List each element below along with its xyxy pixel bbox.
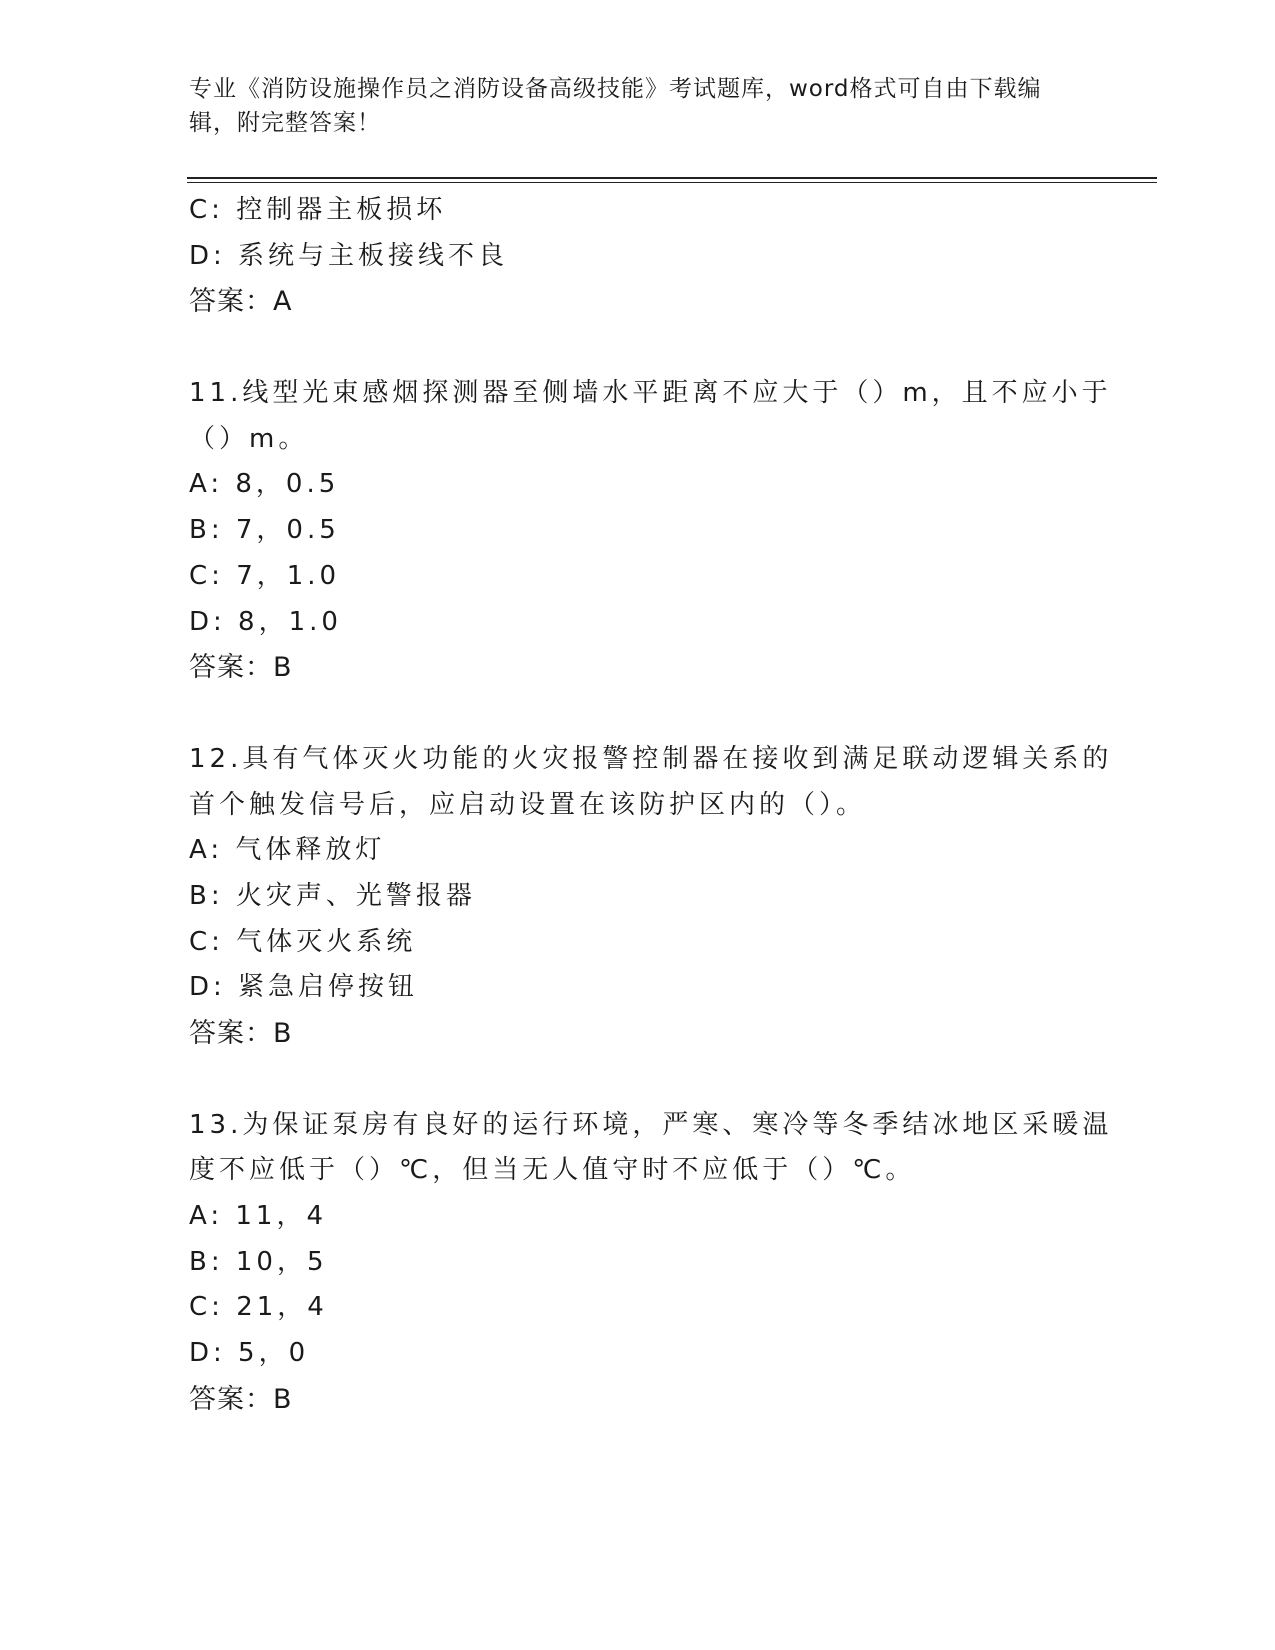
option-label: D: (189, 606, 226, 637)
option-b (189, 874, 1149, 920)
option-label: B: (189, 1246, 224, 1277)
option-text: 21，4 (236, 1292, 328, 1323)
option-text: 系统与主板接线不良 (238, 240, 509, 271)
spacer (189, 1057, 1149, 1103)
option-label: C: (189, 1292, 224, 1323)
option-text: 7，1.0 (236, 560, 341, 591)
option-label: A: (189, 1201, 224, 1232)
question-list (189, 188, 1149, 1423)
option-c (189, 188, 1149, 234)
option-text: 紧急启停按钮 (238, 972, 419, 1003)
question-stem-line: 首个触发信号后，应启动设置在该防护区内的（）。 (189, 789, 867, 820)
option-label: B: (189, 880, 224, 911)
option-c (189, 920, 1149, 966)
spacer (189, 691, 1149, 737)
option-label: C: (189, 195, 224, 225)
option-d (189, 600, 1149, 646)
option-text: 10，5 (235, 1246, 328, 1277)
option-text: 气体释放灯 (235, 835, 386, 866)
option-label: D: (189, 240, 226, 271)
header-rule-thick (187, 177, 1157, 179)
option-text: 11，4 (235, 1201, 327, 1232)
header-rule-thin (187, 182, 1157, 183)
option-text: 控制器主板损坏 (236, 195, 447, 225)
question-stem-line: 度不应低于（）℃，但当无人值守时不应低于（）℃。 (189, 1155, 916, 1186)
option-a (189, 462, 1149, 508)
option-label: C: (189, 926, 224, 957)
option-a (189, 828, 1149, 874)
option-label: D: (189, 972, 226, 1003)
question-stem-line: （）m。 (189, 423, 309, 454)
option-text: 7，0.5 (235, 515, 340, 546)
option-text: 5，0 (238, 1338, 310, 1369)
option-d (189, 234, 1149, 280)
option-label: D: (189, 1338, 226, 1369)
option-text: 火灾声、光警报器 (235, 880, 476, 911)
question-stem-line: 13.为保证泵房有良好的运行环境，严寒、寒冷等冬季结冰地区采暖温 (189, 1109, 1113, 1140)
answer-line: 答案：A (189, 286, 293, 318)
document-header: 专业《消防设施操作员之消防设备高级技能》考试题库，word格式可自由下载编辑，附完整答案！ (189, 76, 1042, 136)
answer-line: 答案：B (189, 652, 293, 684)
option-label: C: (189, 560, 224, 591)
question-stem-line: 12.具有气体灭火功能的火灾报警控制器在接收到满足联动逻辑关系的 (189, 743, 1113, 774)
option-b (189, 1240, 1149, 1286)
option-d (189, 965, 1149, 1011)
option-label: B: (189, 515, 224, 546)
option-text: 气体灭火系统 (236, 926, 417, 957)
option-c (189, 1285, 1149, 1331)
option-b (189, 508, 1149, 554)
answer-line: 答案：B (189, 1383, 293, 1415)
option-a (189, 1194, 1149, 1240)
answer-line: 答案：B (189, 1018, 293, 1049)
option-d (189, 1331, 1149, 1377)
option-label: A: (189, 835, 224, 866)
option-label: A: (189, 469, 224, 500)
option-c (189, 554, 1149, 600)
question-stem-line: 11.线型光束感烟探测器至侧墙水平距离不应大于（）m，且不应小于 (189, 378, 1112, 409)
option-text: 8，1.0 (238, 606, 342, 637)
spacer (189, 325, 1149, 371)
option-text: 8，0.5 (235, 469, 340, 500)
